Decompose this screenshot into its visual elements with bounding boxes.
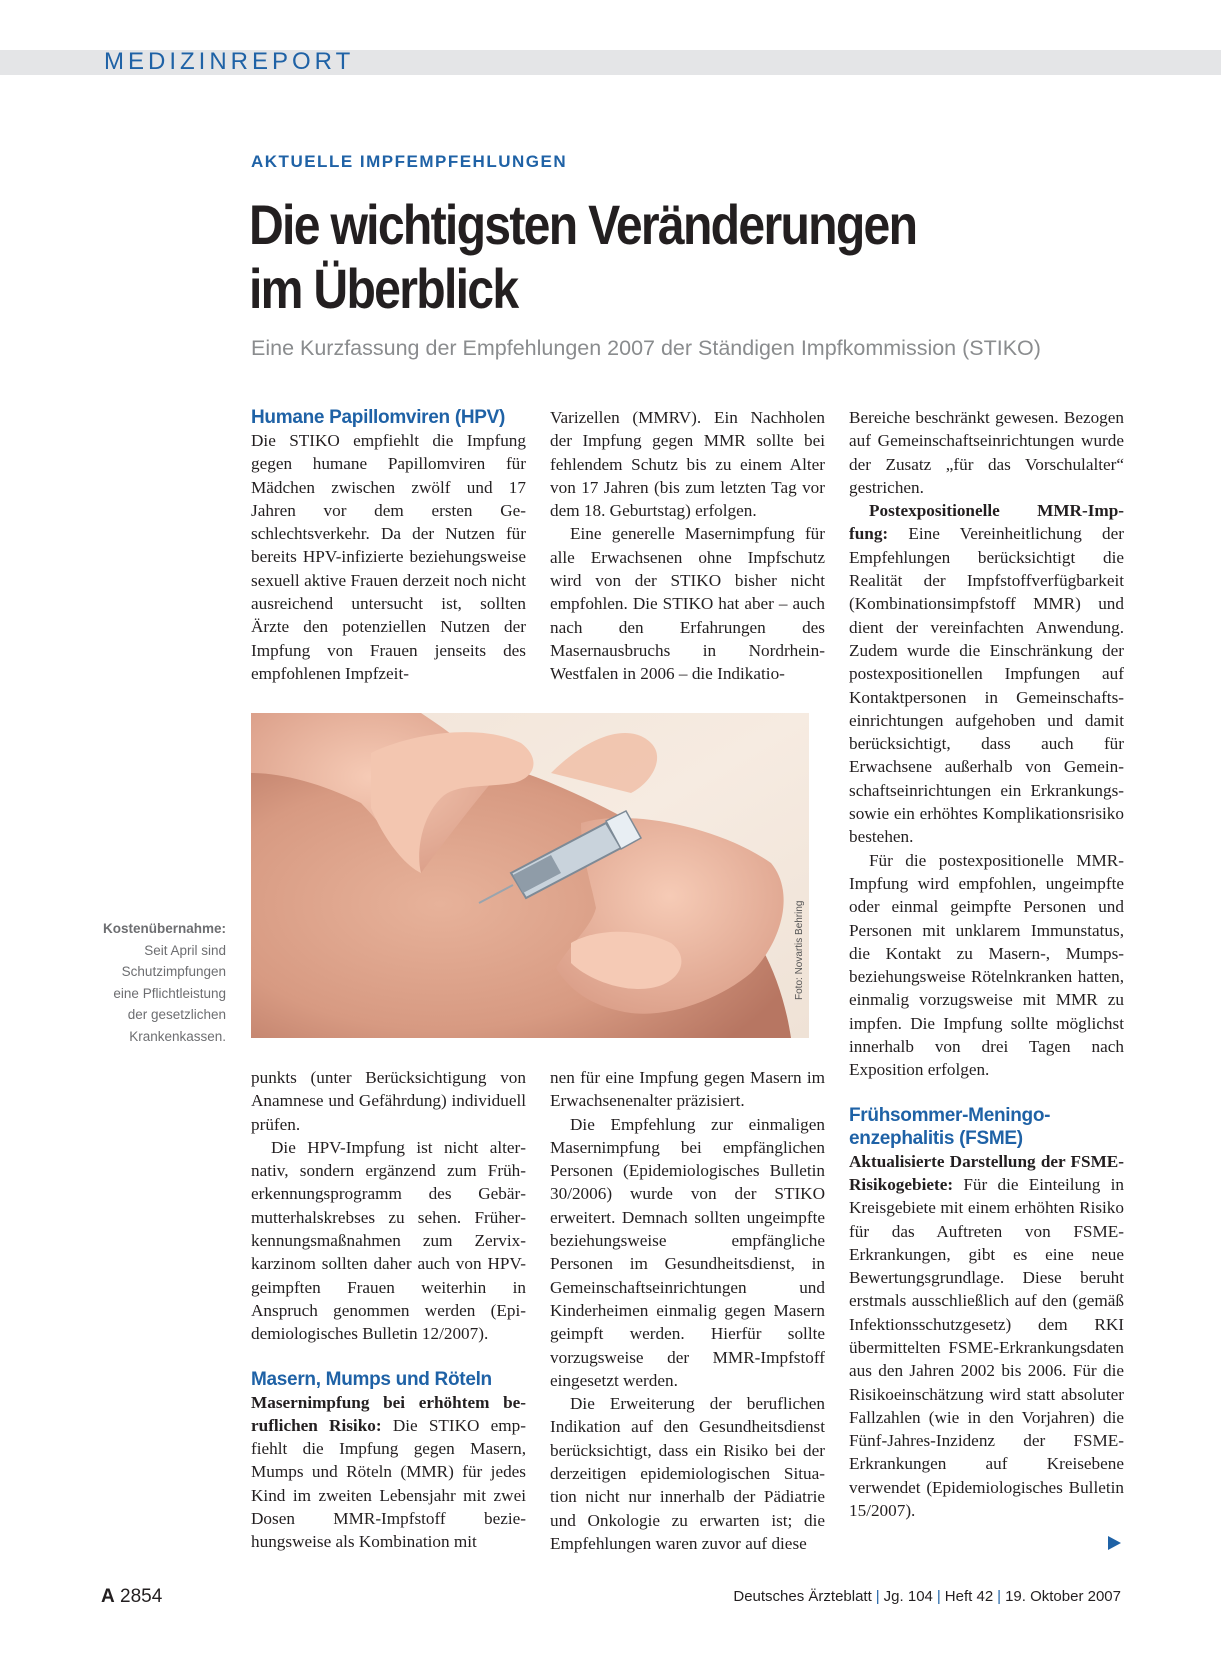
caption-title: Kostenübernahme: [102, 921, 226, 936]
page-number [101, 1586, 162, 1608]
column-1-bottom [251, 1066, 526, 1554]
section-label: MEDIZINREPORT [104, 48, 355, 75]
paragraph [849, 499, 1124, 848]
journal-name: Deutsches Ärzteblatt [733, 1588, 872, 1605]
heading-line-1: Frühsommer-Meningo- [849, 1104, 1051, 1126]
paragraph: punkts (unter Berücksichtigung von Anamnese und Gefährdung) individuell prüfen. [251, 1068, 526, 1134]
journal-date: 19. Oktober 2007 [1005, 1588, 1121, 1605]
page-prefix: A [101, 1586, 115, 1607]
paragraph-text: Eine Vereinheitlichung der Empfehlungen berücksichtigt die Realität der Impfstoffverfügbarkeit (Kombinationsimpfstoff MMR) und dient der vereinfachten Anwendung. Zudem wurde die Einschränkung der postexpositionellen Impfungen auf Kontaktpersonen in Gemeinschaftseinrichtungen aufgehoben und damit berücksichtigt, dass auch für Erwachsene außerhalb von Gemeinschaftseinrichtungen ein Erkrankungs- sowie ein erhöhtes Komplikationsrisiko bestehen. [849, 524, 1124, 847]
vaccination-illustration [251, 713, 809, 1038]
section-heading-mmr: Masern, Mumps und Röteln [251, 1368, 492, 1390]
photo-credit: Foto: Novartis Behring [794, 900, 805, 1000]
paragraph-text: Die STIKO empfiehlt die Impfung gegen Masern, Mumps und Röteln (MMR) für jedes Kind im zweiten Lebensjahr mit zwei Dosen MMR-Impfstoff beziehungsweise als Kombination mit [251, 1415, 526, 1552]
paragraph: Die STIKO empfiehlt die Impfung gegen humane Papillomviren für Mädchen zwischen zwölf und 17 Jahren vor dem ersten Geschlechtsverkehr. Da der Nutzen für bereits HPV-infizierte beziehungsweise sexuell aktive Frauen derzeit noch nicht ausreichend untersucht ist, sollten Ärzte den potenziellen Nutzen der Impfung von Frauen jenseits des empfohlenen Impfzeit- [251, 431, 526, 683]
paragraph: nen für eine Impfung gegen Masern im Erwachsenenalter präzisiert. [550, 1068, 825, 1111]
footer-citation [733, 1588, 1121, 1605]
paragraph: Die Erweiterung der beruflichen Indikation auf den Gesundheitsdienst berücksichtigt, dass ein Risiko bei der derzeitigen epidemiologischen Situation nicht nur innerhalb der Pädiatrie und Onkologie zu erwarten ist; die Empfehlungen waren zuvor auf diese [550, 1394, 825, 1553]
journal-volume: Jg. 104 [883, 1588, 933, 1605]
paragraph: Die Empfehlung zur einmaligen Masernimpfung bei empfänglichen Personen (Epidemiologisches Bulletin 30/2006) wurde von der STIKO erweitert. Demnach sollten ungeimpfte beziehungsweise empfängliche Personen im Gesundheitsdienst, in Gemeinschaftseinrichtungen und Kinderheimen einmalig gegen Masern geimpft werden. Hierfür sollte vorzugsweise der MMR-Impfstoff eingesetzt werden. [550, 1114, 825, 1390]
paragraph: Varizellen (MMRV). Ein Nachholen der Impfung gegen MMR sollte bei fehlendem Schutz bis zu einem Alter von 17 Jahren (bis zum letzten Tag vor dem 18. Geburtstag) erfolgen. [550, 408, 825, 521]
separator: | [875, 1588, 880, 1605]
vaccination-photo [251, 713, 809, 1038]
title-line-1: Die wichtigsten Veränderungen [249, 193, 917, 256]
article-kicker: AKTUELLE IMPFEMPFEHLUNGEN [251, 152, 568, 171]
paragraph: Bereiche beschränkt gewesen. Bezogen auf Gemeinschaftseinrichtungen wurde der Zusatz „für das Vorschulalter“ gestrichen. [849, 408, 1124, 497]
column-1-top [251, 406, 526, 685]
section-heading-fsme [849, 1104, 1124, 1150]
heading-line-2: enzephalitis (FSME) [849, 1127, 1023, 1149]
paragraph-lead: Masernimpfung bei erhöhtem beruflichen Risiko: [251, 1392, 526, 1435]
column-2-bottom [550, 1066, 825, 1555]
caption-line: Schutzimpfungen [121, 964, 226, 979]
photo-caption [60, 918, 226, 1047]
column-3 [849, 406, 1124, 1522]
page-number-value: 2854 [120, 1586, 163, 1607]
journal-issue: Heft 42 [944, 1588, 994, 1605]
paragraph: Für die postexpositionelle MMR-Impfung wird empfohlen, ungeimpfte oder einmal geimpfte Personen und Personen mit unklarem Immunstatus, die Kontakt zu Masern-, Mumps- beziehungsweise Rötelnkranken hatten, einmalig vorzugsweise mit MMR zu impfen. Die Impfung sollte möglichst innerhalb von drei Tagen nach Exposition erfolgen. [849, 850, 1124, 1080]
caption-line: eine Pflichtleistung [113, 985, 226, 1001]
paragraph: Die HPV-Impfung ist nicht alternativ, sondern ergänzend zum Früherkennungsprogramm des Gebärmutterhalskrebses zu sehen. Früherkennungsmaßnahmen zum Zervixkarzinom sollten daher auch von HPV-geimpften Frauen weiterhin in Anspruch genommen werden (Epidemiologisches Bulletin 12/2007). [251, 1137, 526, 1344]
paragraph-text: Für die Einteilung in Kreisgebiete mit einem erhöhten Risiko für das Auftreten von FSME-Erkrankungen, gibt es eine neue Bewertungsgrundlage. Diese beruht erstmals ausschließlich auf den (gemäß Infektionsschutzgesetz) dem RKI übermittelten FSME-Erkrankungsdaten aus den Jahren 2002 bis 2006. Für die Risikoeinschätzung wird statt absoluter Fallzahlen (wie in den Vorjahren) die Fünf-Jahres-Inzidenz der FSME-Erkrankungen auf Kreisebene verwendet (Epidemiologisches Bulletin 15/2007). [849, 1174, 1124, 1521]
separator: | [997, 1588, 1002, 1605]
paragraph-lead: Postexpositionelle MMR-Impfung: [849, 501, 1124, 544]
article-subtitle: Eine Kurzfassung der Empfehlungen 2007 der Ständigen Impfkommission (STIKO) [251, 336, 1041, 360]
column-2-top [550, 406, 825, 686]
paragraph-lead: Aktualisierte Darstellung der FSME-Risikogebiete: [849, 1151, 1124, 1194]
section-heading-hpv: Humane Papillomviren (HPV) [251, 407, 506, 428]
caption-line: der gesetzlichen [127, 1007, 226, 1022]
separator: | [936, 1588, 941, 1605]
title-line-2: im Überblick [249, 257, 518, 320]
paragraph [251, 1391, 526, 1554]
paragraph [849, 1150, 1124, 1523]
paragraph: Eine generelle Masernimpfung für alle Erwachsenen ohne Impfschutz wird von der STIKO bisher nicht empfohlen. Die STIKO hat aber – auch nach den Erfahrungen des Masernausbruchs in Nordrhein-Westfalen in 2006 – die Indikatio- [550, 524, 825, 684]
article-title [249, 193, 1023, 321]
caption-line: Seit April sind [144, 942, 226, 958]
continue-arrow-icon [1108, 1536, 1121, 1550]
caption-line: Krankenkassen. [129, 1028, 226, 1044]
